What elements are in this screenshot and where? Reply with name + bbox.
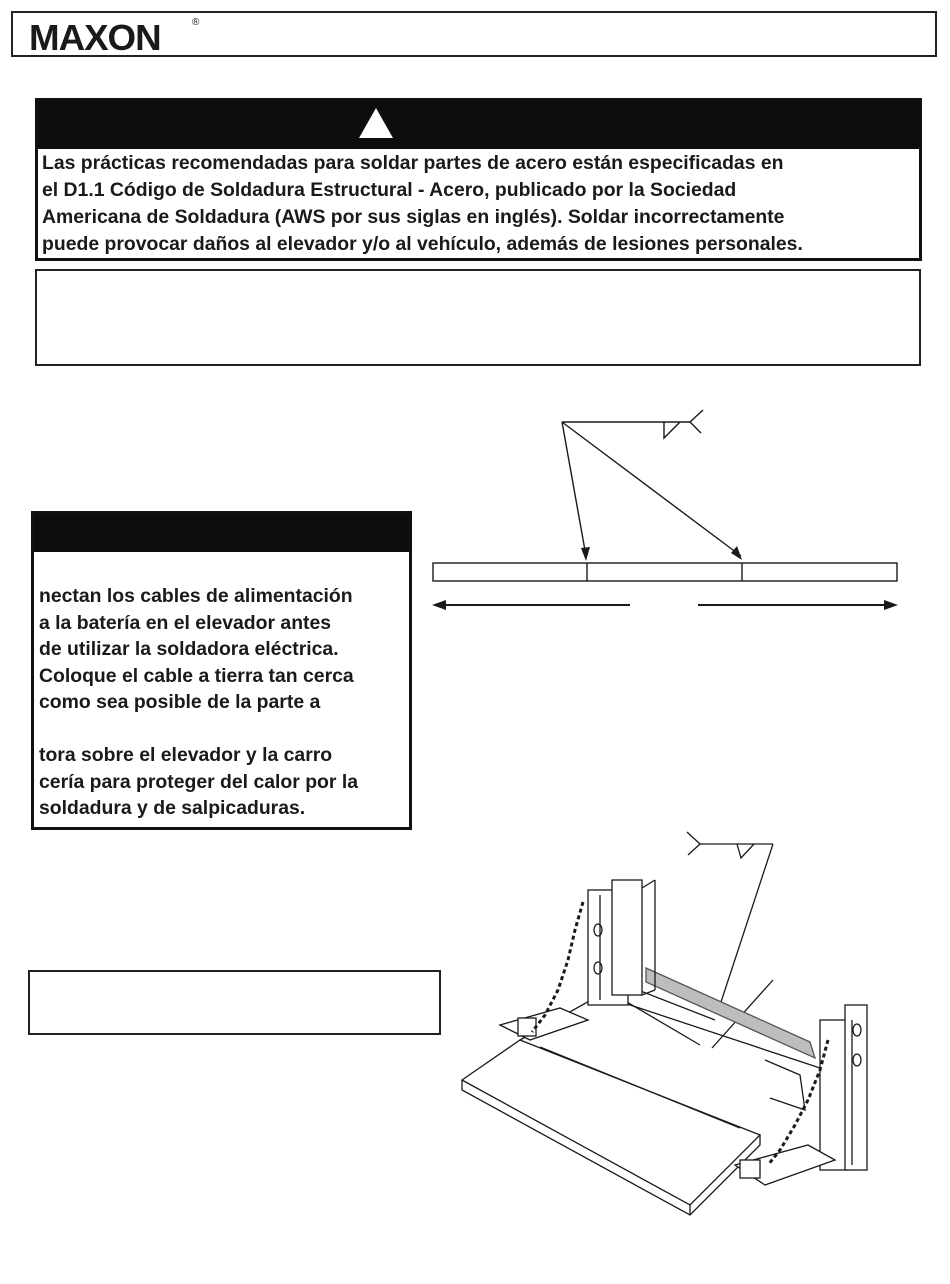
liftgate-illustration: [462, 832, 867, 1215]
arrowhead-icon: [581, 547, 590, 561]
caution-line: como sea posible de la parte a: [39, 691, 321, 713]
caution-line: soldadura y de salpicaduras.: [39, 797, 306, 819]
maxon-logo: MAXON: [29, 17, 161, 58]
caution-line: nectan los cables de alimentación: [39, 585, 353, 607]
registered-mark: ®: [192, 17, 200, 28]
right-arrow-icon: [884, 600, 898, 610]
caution-line: Coloque el cable a tierra tan cerca: [39, 664, 354, 687]
warning-line: el D1.1 Código de Soldadura Estructural - Acero, publicado por la Sociedad: [42, 179, 737, 201]
warning-line: Americana de Soldadura (AWS por sus siglas en inglés). Soldar incorrectamente: [42, 206, 785, 228]
warning-line: Las prácticas recomendadas para soldar partes de acero están especificadas en: [42, 152, 784, 174]
weld-symbol: [562, 410, 741, 556]
arrowhead-icon: [731, 546, 742, 560]
left-arrow-icon: [432, 600, 446, 610]
caution-line: cería para proteger del calor por la: [39, 770, 358, 793]
warning-line: puede provocar daños al elevador y/o al vehículo, además de lesiones personales.: [42, 233, 803, 255]
caution-line: tora sobre el elevador y la carro: [39, 744, 333, 766]
weld-segments: [433, 563, 897, 581]
caution-line: a la batería en el elevador antes: [39, 611, 332, 634]
caution-line: de utilizar la soldadora eléctrica.: [39, 638, 339, 660]
